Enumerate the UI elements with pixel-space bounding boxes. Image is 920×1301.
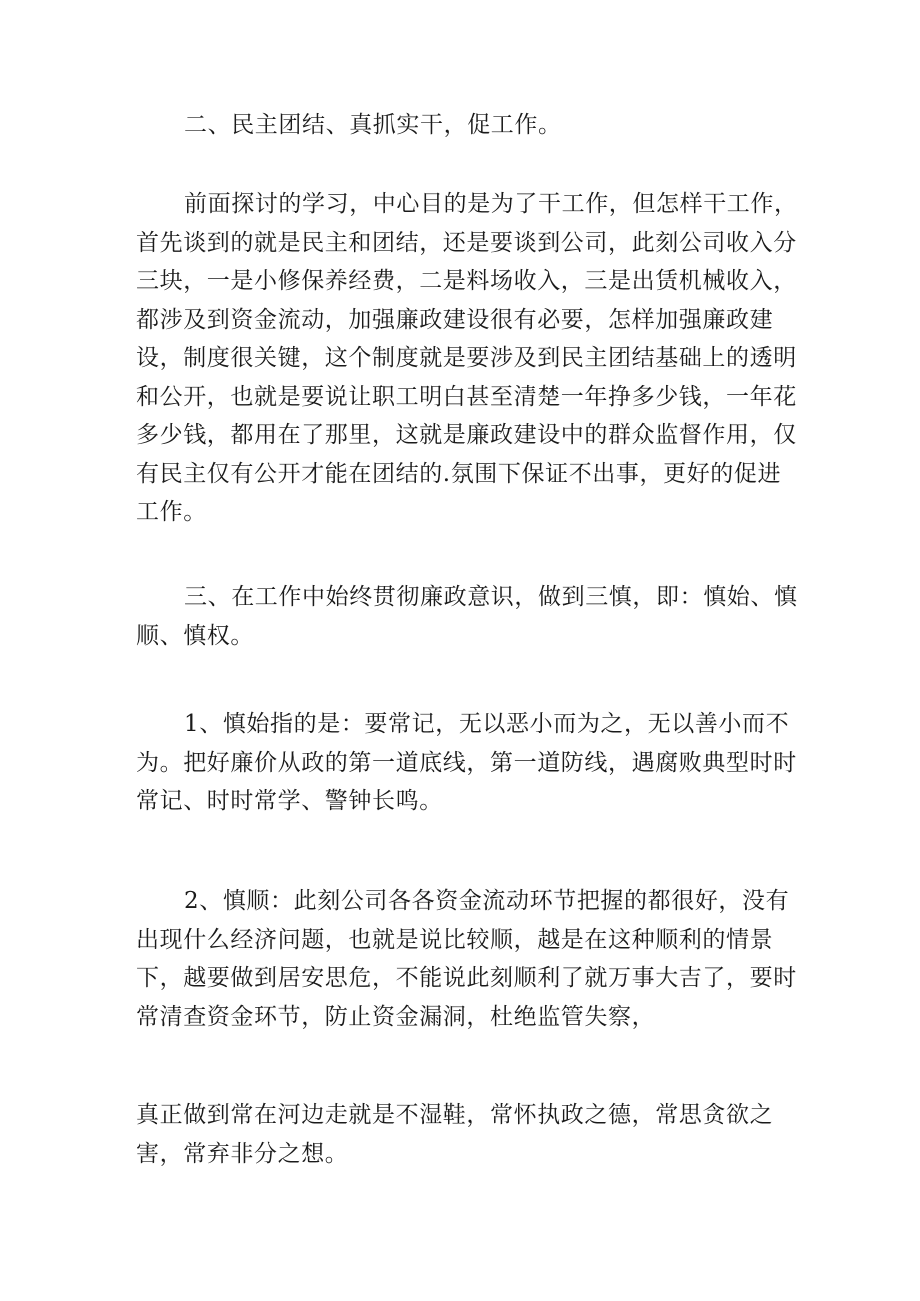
body-paragraph-conclusion: 真正做到常在河边走就是不湿鞋，常怀执政之德，常思贪欲之害，常弃非分之想。 xyxy=(136,1102,774,1167)
body-paragraph-democracy: 前面探讨的学习，中心目的是为了干工作，但怎样干工作，首先谈到的就是民主和团结，还是要谈到公司，此刻公司收入分三块，一是小修保养经费，二是料场收入，三是出赁机械收入，都涉及到资金流动，加强廉政建设很有必要，怎样加强廉政建设，制度很关键，这个制度就是要涉及到民主团结基础上的透明和公开，也就是要说让职工明白甚至清楚一年挣多少钱，一年花多少钱，都用在了那里，这就是廉政建设中的群众监督作用，仅有民主仅有公开才能在团结的.氛围下保证不出事，更好的促进工作。 xyxy=(136,191,798,525)
body-paragraph-shen-shun: 2、慎顺：此刻公司各各资金流动环节把握的都很好，没有出现什么经济问题，也就是说比较顺，越是在这种顺利的情景下，越要做到居安思危，不能说此刻顺利了就万事大吉了，要时常清查资金环节，防止资金漏洞，杜绝监管失察， xyxy=(136,888,797,1030)
section-heading-three: 三、在工作中始终贯彻廉政意识，做到三慎，即：慎始、慎顺、慎权。 xyxy=(136,584,798,649)
section-heading-two: 二、民主团结、真抓实干，促工作。 xyxy=(184,112,562,138)
body-paragraph-shen-shi: 1、慎始指的是：要常记，无以恶小而为之，无以善小而不为。把好廉价从政的第一道底线，第一道防线，遇腐败典型时时常记、时时常学、警钟长鸣。 xyxy=(136,711,797,814)
